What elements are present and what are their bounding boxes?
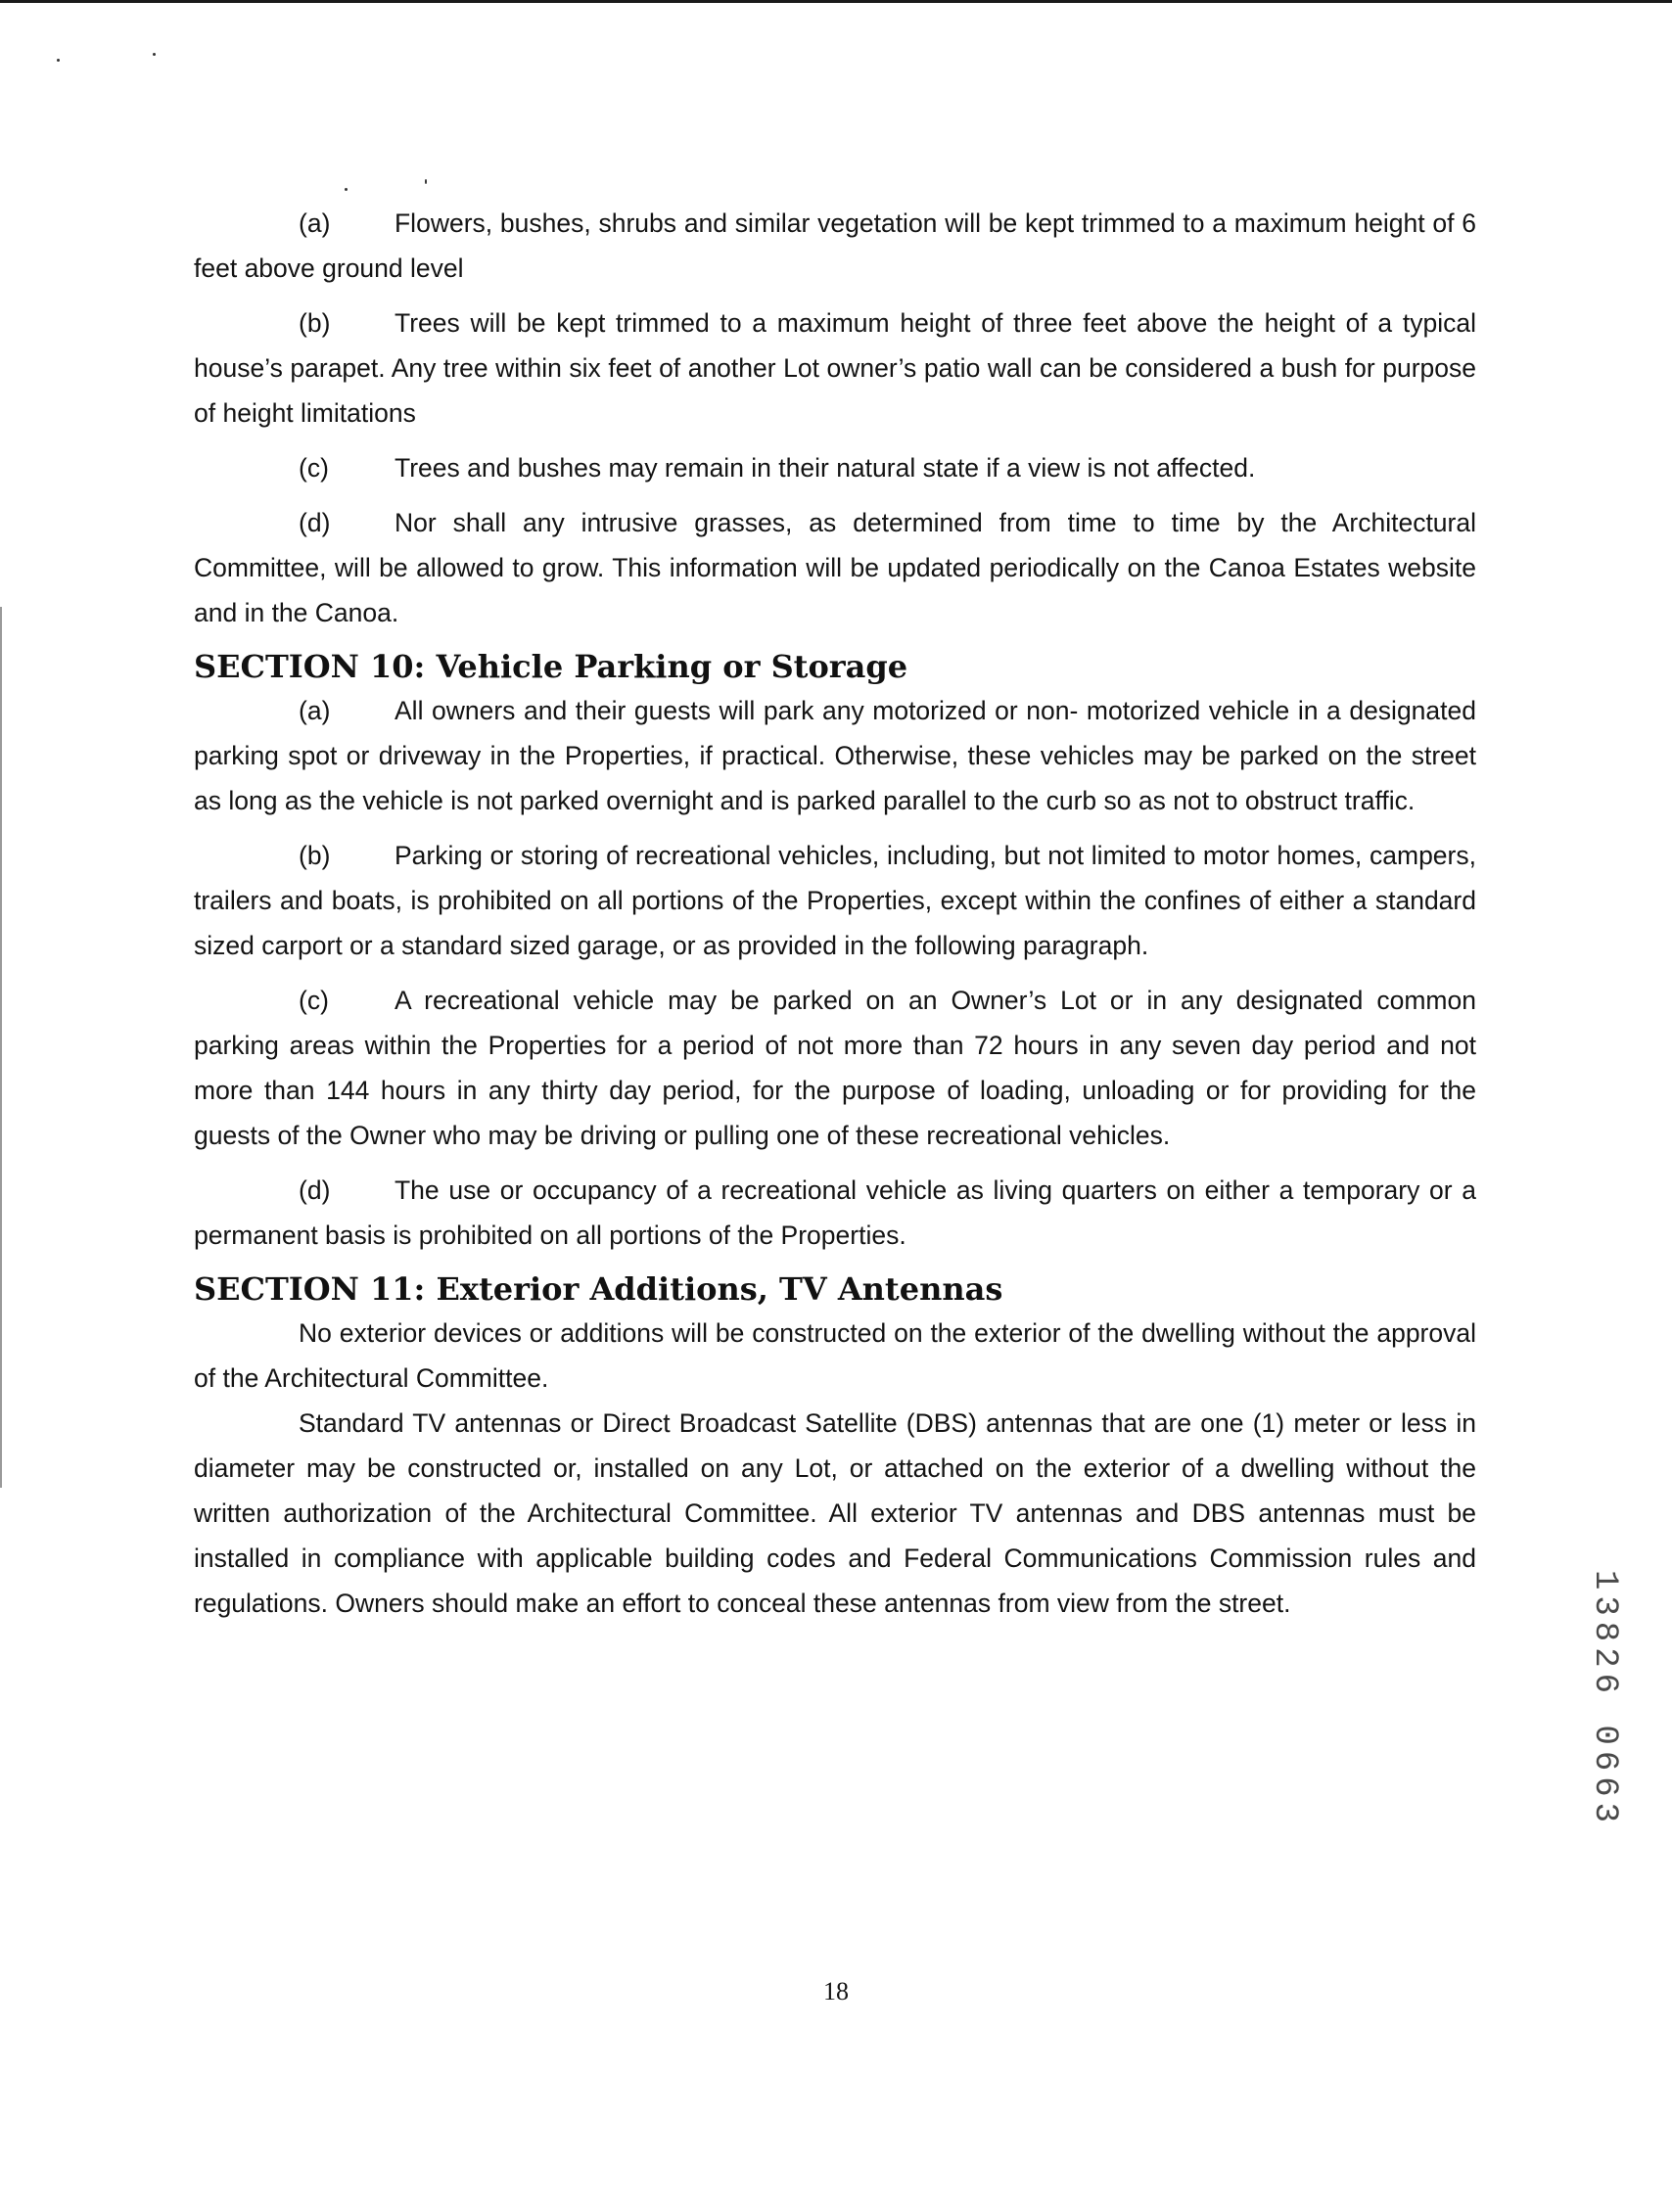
section-10-heading: SECTION 10: Vehicle Parking or Storage: [194, 648, 908, 685]
section11-paragraph-2: Standard TV antennas or Direct Broadcast Satellite (DBS) antennas that are one (1) meter or less in diameter may be constructed or, installed on any Lot, or attached on the exterior of a dwelling without the written authorization of the Architectural Committee. All exterior TV antennas and DBS antennas must be installed in compliance with applicable building codes and Federal Communications Commission rules and regulations. Owners should make an effort to conceal these antennas from view from the street.: [194, 1408, 1476, 1618]
section11-paragraph-1: No exterior devices or additions will be constructed on the exterior of the dwelling without the approval of the Architectural Committee.: [194, 1318, 1476, 1393]
section9-item-a: (a) Flowers, bushes, shrubs and similar vegetation will be kept trimmed to a maximum height of 6 feet above ground level: [194, 208, 1476, 283]
section-11-heading: SECTION 11: Exterior Additions, TV Antennas: [194, 1270, 1003, 1308]
scan-speck: [425, 179, 427, 184]
scan-speck: [57, 59, 60, 62]
recording-stamp-text: 13826 0663: [1586, 1570, 1623, 1829]
document-body: [194, 201, 1476, 1626]
section10-item-b: (b) Parking or storing of recreational vehicles, including, but not limited to motor homes, campers, trailers and boats, is prohibited on all portions of the Properties, except within the confines of either a standard sized carport or a standard sized garage, or as provided in the following paragraph.: [194, 841, 1476, 960]
section10-item-d: (d) The use or occupancy of a recreational vehicle as living quarters on either a temporary or a permanent basis is prohibited on all portions of the Properties.: [194, 1175, 1476, 1250]
recording-stamp: [1578, 1570, 1627, 1854]
section9-item-d: (d) Nor shall any intrusive grasses, as determined from time to time by the Architectural Committee, will be allowed to grow. This information will be updated periodically on the Canoa Estates website and in the Canoa.: [194, 508, 1476, 627]
section10-item-a: (a) All owners and their guests will park any motorized or non- motorized vehicle in a designated parking spot or driveway in the Properties, if practical. Otherwise, these vehicles may be parked on the street as long as the vehicle is not parked overnight and is parked parallel to the curb so as not to obstruct traffic.: [194, 696, 1476, 815]
scan-speck: [153, 53, 156, 56]
section9-item-c: (c) Trees and bushes may remain in their natural state if a view is not affected.: [299, 453, 1256, 483]
scan-left-edge: [0, 607, 2, 1488]
page-number: 18: [823, 1977, 849, 2005]
scan-speck: [345, 188, 348, 191]
section9-item-b: (b) Trees will be kept trimmed to a maximum height of three feet above the height of a typical house’s parapet. Any tree within six feet of another Lot owner’s patio wall can be considered a bush for purpose of height limitations: [194, 308, 1476, 428]
scan-top-edge: [0, 0, 1672, 3]
section10-item-c: (c) A recreational vehicle may be parked on an Owner’s Lot or in any designated common parking areas within the Properties for a period of not more than 72 hours in any seven day period and not more than 144 hours in any thirty day period, for the purpose of loading, unloading or for providing for the guests of the Owner who may be driving or pulling one of these recreational vehicles.: [194, 986, 1476, 1150]
